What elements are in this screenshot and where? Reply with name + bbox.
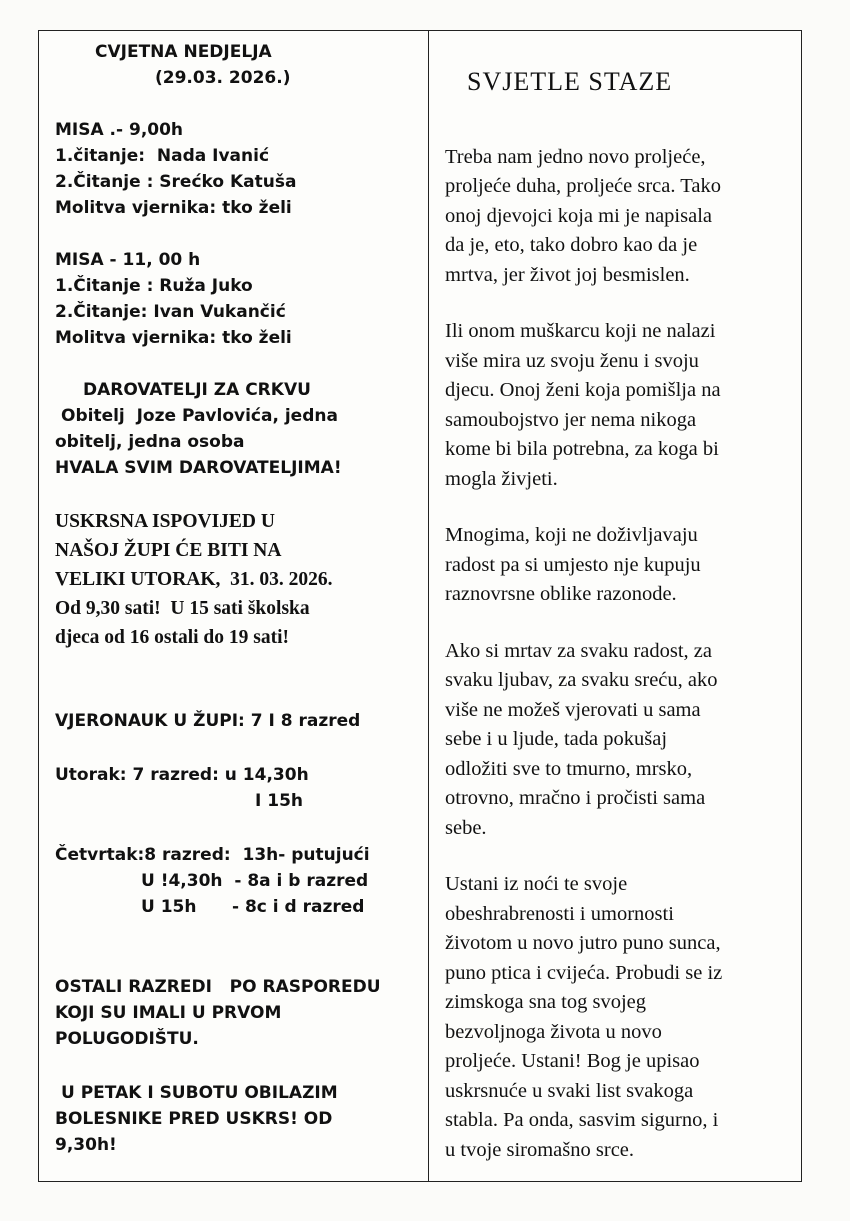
text-line: zimskoga sna tog svojeg <box>445 991 646 1013</box>
text-line: kome bi bila potrebna, za koga bi <box>445 438 719 460</box>
text-line: Ustani iz noći te svoje <box>445 873 628 895</box>
easter-confession <box>55 507 428 652</box>
paragraph-3 <box>445 521 801 610</box>
text-line: otrovno, mračno i pročisti sama <box>445 787 706 809</box>
text-line: Mnogima, koji ne doživljavaju <box>445 524 698 546</box>
other-classes-line: KOJI SU IMALI U PRVOM <box>55 1003 282 1023</box>
other-classes <box>55 974 428 1052</box>
catechism-title: VJERONAUK U ŽUPI: 7 I 8 razred <box>55 711 361 731</box>
thursday-schedule <box>55 842 428 920</box>
sick-visits <box>55 1080 428 1158</box>
text-line: mrtva, jer život joj besmislen. <box>445 263 690 286</box>
tuesday-line: Utorak: 7 razred: u 14,30h <box>55 765 309 785</box>
mass-time: MISA .- 9,00h <box>55 120 184 140</box>
text-line: više mira uz svoju ženu i svoju <box>445 349 699 372</box>
reflection-column <box>429 31 801 1181</box>
text-line: svaku ljubav, za svaku sreću, ako <box>445 669 718 691</box>
text-line: više ne možeš vjerovati u sama <box>445 698 701 721</box>
text-line: djecu. Onoj ženi koja pomišlja na <box>445 379 721 401</box>
thursday-line: U 15h - 8c i d razred <box>141 897 365 917</box>
text-line: onoj djevojci koja mi je napisala <box>445 204 713 227</box>
text-line: proljeće. Ustani! Bog je upisao <box>445 1050 700 1072</box>
text-line: puno ptica i cvijeća. Probudi se iz <box>445 961 723 984</box>
text-line: Ili onom muškarcu koji ne nalazi <box>445 320 716 342</box>
announcements-column <box>39 31 429 1181</box>
prayer: Molitva vjernika: tko želi <box>55 198 292 218</box>
text-line: odložiti sve to tmurno, mrsko, <box>445 757 693 780</box>
reflection-title: SVJETLE STAZE <box>467 67 673 96</box>
text-line: radost pa si umjesto nje kupuju <box>445 553 701 576</box>
text-line: bezvoljnoga života u novo <box>445 1020 662 1043</box>
paragraph-1 <box>445 143 801 291</box>
donors-thanks: HVALA SVIM DAROVATELJIMA! <box>55 458 342 478</box>
text-line: sebe. <box>445 816 487 839</box>
text-line: u tvoje siromašno srce. <box>445 1138 635 1161</box>
confession-line: djeca od 16 ostali do 19 sati! <box>55 627 289 648</box>
text-line: da je, eto, tako dobro kao da je <box>445 234 698 256</box>
donors-title: DAROVATELJI ZA CRKVU <box>83 380 311 400</box>
donors-text: Obitelj Joze Pavlovića, jedna <box>61 406 338 426</box>
thursday-line: U !4,30h - 8a i b razred <box>141 871 369 891</box>
visits-line: U PETAK I SUBOTU OBILAZIM <box>61 1083 338 1103</box>
visits-line: BOLESNIKE PRED USKRS! OD <box>55 1109 333 1129</box>
text-line: uskrsnuće u svaki list svakoga <box>445 1079 694 1102</box>
other-classes-line: POLUGODIŠTU. <box>55 1029 199 1049</box>
donors-text: obitelj, jedna osoba <box>55 432 245 452</box>
text-line: životom u novo jutro puno sunca, <box>445 932 721 954</box>
thursday-line: Četvrtak:8 razred: 13h- putujući <box>55 845 370 865</box>
text-line: samoubojstvo jer nema nikoga <box>445 408 697 431</box>
tuesday-schedule <box>55 762 428 814</box>
reading-2: 2.Čitanje : Srećko Katuša <box>55 172 297 192</box>
prayer: Molitva vjernika: tko želi <box>55 328 292 348</box>
catechism-section <box>55 708 428 734</box>
text-line: obeshrabrenosti i umornosti <box>445 902 674 925</box>
paragraph-2 <box>445 317 801 494</box>
text-line: proljeće duha, proljeće srca. Tako <box>445 175 721 197</box>
confession-line: VELIKI UTORAK, 31. 03. 2026. <box>55 569 333 590</box>
mass-11 <box>55 247 428 351</box>
paragraph-5 <box>445 870 801 1165</box>
header-title: CVJETNA NEDJELJA <box>95 42 272 62</box>
donors-section <box>55 377 428 481</box>
reading-2: 2.Čitanje: Ivan Vukančić <box>55 302 286 322</box>
confession-line: USKRSNA ISPOVIJED U <box>55 511 275 532</box>
palm-sunday-header <box>55 39 428 91</box>
text-line: Ako si mrtav za svaku radost, za <box>445 639 712 662</box>
text-line: stabla. Pa onda, sasvim sigurno, i <box>445 1109 719 1131</box>
text-line: raznovrsne oblike razonode. <box>445 583 677 605</box>
bulletin-sheet <box>38 30 802 1182</box>
paragraph-4 <box>445 637 801 844</box>
reading-1: 1.čitanje: Nada Ivanić <box>55 146 270 166</box>
tuesday-line: I 15h <box>255 791 304 811</box>
confession-line: Od 9,30 sati! U 15 sati školska <box>55 598 310 619</box>
text-line: sebe i u ljude, tada pokušaj <box>445 728 668 750</box>
mass-9 <box>55 117 428 221</box>
text-line: Treba nam jedno novo proljeće, <box>445 145 706 168</box>
text-line: mogla živjeti. <box>445 467 558 490</box>
reading-1: 1.Čitanje : Ruža Juko <box>55 276 253 296</box>
other-classes-line: OSTALI RAZREDI PO RASPOREDU <box>55 977 381 997</box>
header-date: (29.03. 2026.) <box>155 68 291 88</box>
mass-time: MISA - 11, 00 h <box>55 250 201 270</box>
visits-line: 9,30h! <box>55 1135 117 1155</box>
confession-line: NAŠOJ ŽUPI ĆE BITI NA <box>55 540 282 561</box>
